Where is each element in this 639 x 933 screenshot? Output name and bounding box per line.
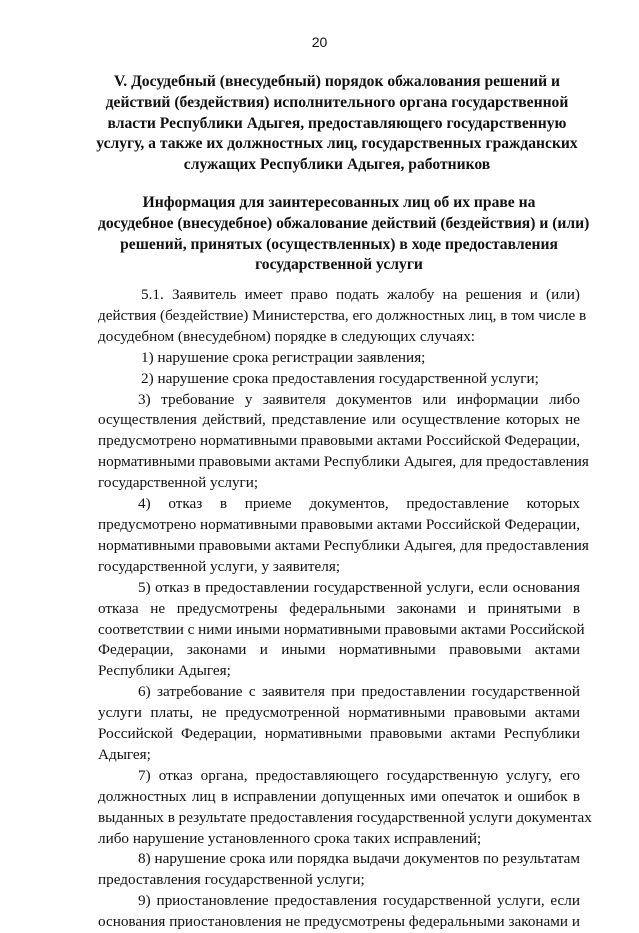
body-text xyxy=(98,285,592,933)
body-line: отказа не предусмотрены федеральными законами и принятыми в xyxy=(98,599,580,617)
body-line: 3) требование у заявителя документов или информации либо xyxy=(138,390,580,408)
section-heading-line: действий (бездействия) исполнительного органа государственной xyxy=(105,93,569,111)
sub-heading-line: решений, принятых (осуществленных) в ходе предоставления xyxy=(120,235,558,253)
body-line: 2) нарушение срока предоставления государственной услуги; xyxy=(141,369,539,387)
body-line: либо нарушение установленного срока таких исправлений; xyxy=(98,829,482,847)
body-line: предоставления государственной услуги; xyxy=(98,871,365,889)
section-heading-line: V. Досудебный (внесудебный) порядок обжалования решений и xyxy=(114,73,560,90)
body-line: осуществления действий, представление или осуществление которых не xyxy=(98,411,580,429)
body-line: нормативными правовыми актами Республики Адыгея, для предоставления xyxy=(98,453,589,471)
body-line: нормативными правовыми актами Республики Адыгея, для предоставления xyxy=(98,536,589,554)
sub-heading-line: досудебное (внесудебное) обжалование действий (бездействия) и (или) xyxy=(98,214,590,232)
sub-heading-line: государственной услуги xyxy=(255,256,423,274)
body-line: действия (бездействие) Министерства, его должностных лиц, в том числе в xyxy=(98,306,587,324)
body-line: досудебном (внесудебном) порядке в следующих случаях: xyxy=(98,327,476,345)
section-heading-line: служащих Республики Адыгея, работников xyxy=(183,156,491,174)
body-line: предусмотрено нормативными правовыми актами Российской Федерации, xyxy=(98,515,580,533)
body-line: 4) отказ в приеме документов, предоставление которых xyxy=(138,495,580,513)
body-line: 8) нарушение срока или порядка выдачи документов по результатам xyxy=(138,850,580,868)
body-line: предусмотрено нормативными правовыми актами Российской Федерации, xyxy=(98,432,580,450)
body-line: услуги платы, не предусмотренной нормативными правовыми актами xyxy=(98,704,580,722)
body-line: 5) отказ в предоставлении государственной услуги, если основания xyxy=(138,578,580,596)
body-line: Республики Адыгея; xyxy=(98,662,231,680)
sub-heading-line: Информация для заинтересованных лиц об их праве на xyxy=(142,194,536,211)
body-line: соответствии с ними иными нормативными правовыми актами Российской xyxy=(98,620,585,638)
body-line: выданных в результате предоставления государственной услуги документах xyxy=(98,808,592,826)
body-line: 9) приостановление предоставления государственной услуги, если xyxy=(138,892,580,910)
body-line: государственной услуги, у заявителя; xyxy=(98,557,341,575)
sub-heading xyxy=(98,193,590,276)
body-line: должностных лиц в исправлении допущенных ими опечаток и ошибок в xyxy=(98,787,580,805)
body-line: основания приостановления не предусмотрены федеральными законами и xyxy=(98,913,580,931)
body-line: государственной услуги; xyxy=(98,474,259,492)
body-line: Федерации, законами и иными нормативными правовыми актами xyxy=(98,641,580,659)
body-line: 5.1. Заявитель имеет право подать жалобу на решения и (или) xyxy=(141,286,580,303)
body-line: 7) отказ органа, предоставляющего государственную услугу, его xyxy=(138,766,580,784)
section-heading-line: власти Республики Адыгея, предоставляющего государственную xyxy=(107,114,567,132)
section-heading xyxy=(95,72,579,176)
body-line: Адыгея; xyxy=(98,745,151,763)
body-line: 6) затребование с заявителя при предоставлении государственной xyxy=(138,683,580,701)
section-heading-line: услугу, а также их должностных лиц, государственных гражданских xyxy=(96,135,578,153)
page-number: 20 xyxy=(311,34,328,50)
body-line: Российской Федерации, нормативными правовыми актами Республики xyxy=(98,725,580,743)
body-line: 1) нарушение срока регистрации заявления; xyxy=(141,348,426,366)
